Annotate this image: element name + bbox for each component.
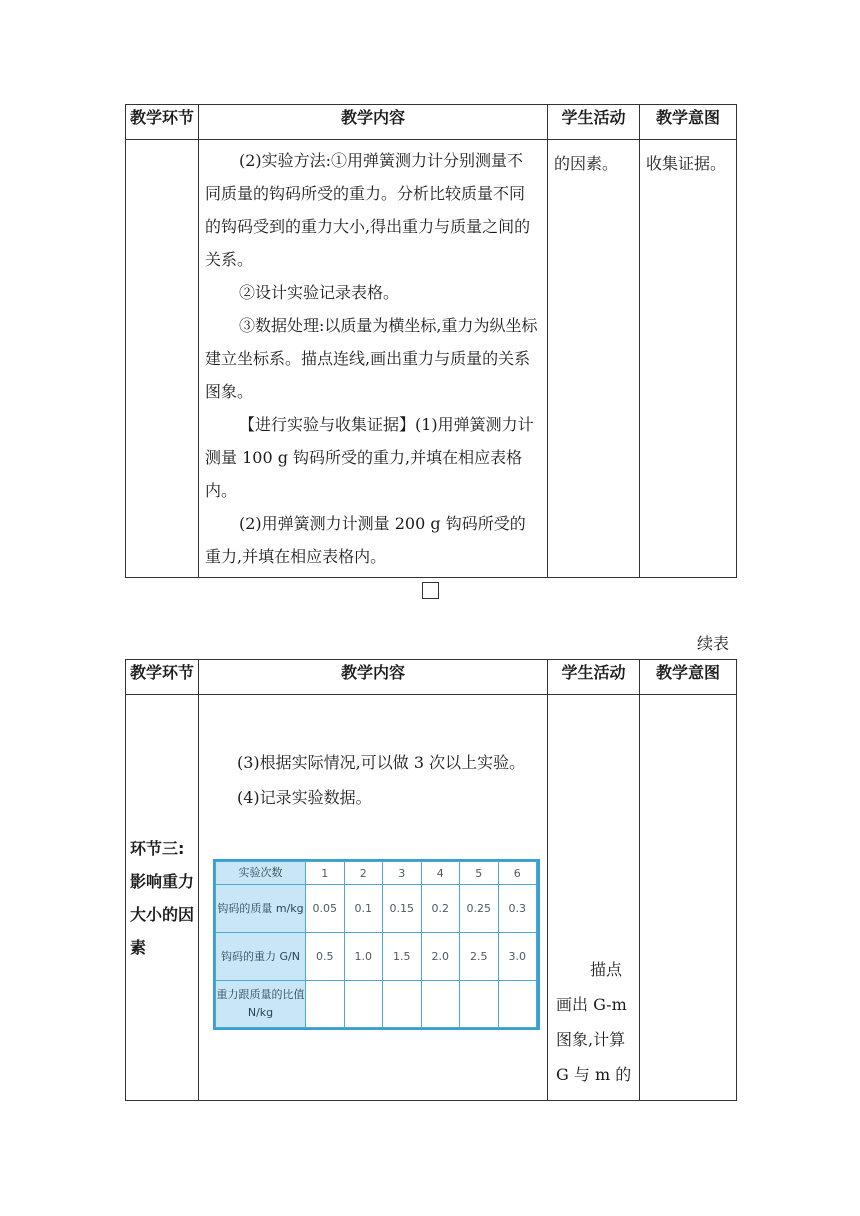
weight-cell: 1.5 — [383, 933, 422, 981]
header-content: 教学内容 — [199, 660, 548, 695]
header-segment: 教学环节 — [126, 105, 199, 140]
activity-text-rest: 画出 G-m 图象,计算 G 与 m 的 — [556, 995, 632, 1084]
ratio-cell — [306, 981, 345, 1028]
segment-label: 环节三:影响重力大小的因素 — [126, 695, 199, 1101]
ratio-row — [216, 981, 537, 1028]
teaching-intent-cell — [640, 695, 737, 1101]
weight-cell: 2.5 — [460, 933, 499, 981]
mass-cell: 0.3 — [498, 885, 537, 933]
row-header: 重力跟质量的比值 N/kg — [216, 981, 306, 1028]
segment-cell — [126, 140, 199, 578]
content-paragraph: (2)实验方法:①用弹簧测力计分别测量不同质量的钩码所受的重力。分析比较质量不同的钩码受到的重力大小,得出重力与质量之间的关系。 — [205, 151, 531, 269]
header-intent: 教学意图 — [640, 105, 737, 140]
content-paragraph: ②设计实验记录表格。 — [239, 283, 400, 302]
continued-label: 续表 — [697, 634, 730, 653]
mass-cell: 0.25 — [460, 885, 499, 933]
mass-cell: 0.15 — [383, 885, 422, 933]
trial-cell: 6 — [498, 862, 537, 885]
content-row — [126, 140, 737, 578]
ratio-cell — [460, 981, 499, 1028]
header-content: 教学内容 — [199, 105, 548, 140]
mass-cell: 0.2 — [421, 885, 460, 933]
mass-cell: 0.05 — [306, 885, 345, 933]
row-header: 实验次数 — [216, 862, 306, 885]
row-header: 钩码的重力 G/N — [216, 933, 306, 981]
teaching-intent-cell: 收集证据。 — [640, 140, 737, 578]
header-row — [126, 105, 737, 140]
row-header: 钩码的质量 m/kg — [216, 885, 306, 933]
trial-cell: 3 — [383, 862, 422, 885]
teaching-content-cell — [199, 695, 548, 1101]
lesson-table-1 — [125, 104, 737, 578]
header-row — [126, 660, 737, 695]
header-activity: 学生活动 — [548, 660, 640, 695]
content-paragraph: 【进行实验与收集证据】(1)用弹簧测力计测量 100 g 钩码所受的重力,并填在相应表格内。 — [205, 415, 534, 500]
content-paragraph: ③数据处理:以质量为横坐标,重力为纵坐标建立坐标系。描点连线,画出重力与质量的关系图象。 — [205, 316, 538, 401]
trial-cell: 2 — [344, 862, 383, 885]
trial-cell: 4 — [421, 862, 460, 885]
content-row — [126, 695, 737, 1101]
activity-text-first: 描点 — [590, 960, 623, 979]
mass-cell: 0.1 — [344, 885, 383, 933]
trial-number-row — [216, 862, 537, 885]
weight-cell: 0.5 — [306, 933, 345, 981]
page-break-marker — [422, 582, 439, 599]
content-paragraph: (3)根据实际情况,可以做 3 次以上实验。 — [237, 753, 526, 772]
teaching-content-cell — [199, 140, 548, 578]
header-activity: 学生活动 — [548, 105, 640, 140]
content-paragraph: (2)用弹簧测力计测量 200 g 钩码所受的重力,并填在相应表格内。 — [205, 514, 526, 566]
ratio-cell — [344, 981, 383, 1028]
ratio-cell — [421, 981, 460, 1028]
mass-row — [216, 885, 537, 933]
lesson-table-2 — [125, 659, 737, 1101]
student-activity-cell — [548, 695, 640, 1101]
weight-cell: 3.0 — [498, 933, 537, 981]
header-intent: 教学意图 — [640, 660, 737, 695]
weight-cell: 1.0 — [344, 933, 383, 981]
student-activity-cell: 的因素。 — [548, 140, 640, 578]
header-segment: 教学环节 — [126, 660, 199, 695]
trial-cell: 1 — [306, 862, 345, 885]
ratio-cell — [498, 981, 537, 1028]
weight-cell: 2.0 — [421, 933, 460, 981]
experiment-data-table — [213, 859, 540, 1030]
ratio-cell — [383, 981, 422, 1028]
content-paragraph: (4)记录实验数据。 — [237, 788, 372, 807]
trial-cell: 5 — [460, 862, 499, 885]
weight-row — [216, 933, 537, 981]
